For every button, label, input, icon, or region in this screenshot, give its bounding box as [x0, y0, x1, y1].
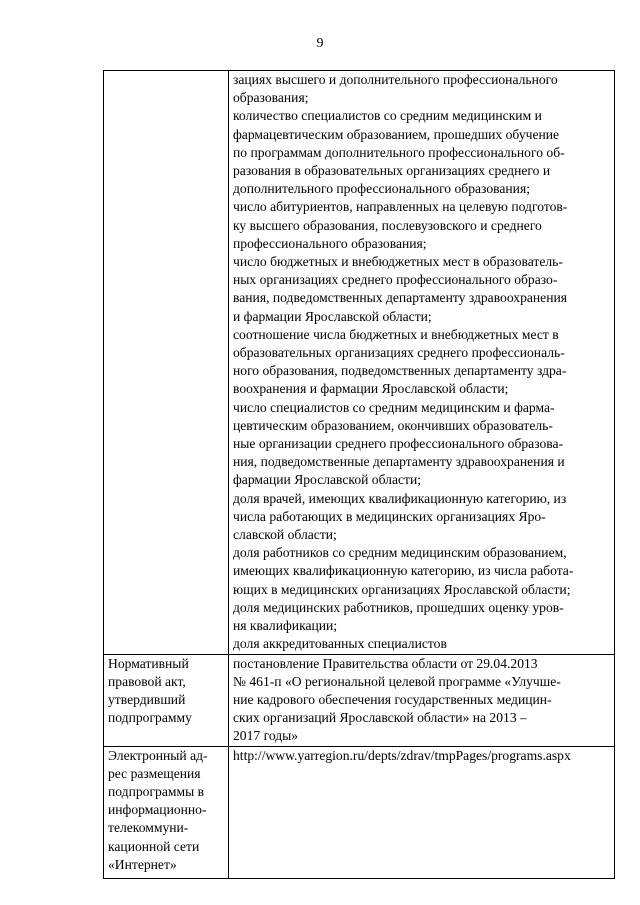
text-line: ния, подведомственные департаменту здравоохранения и	[233, 454, 565, 470]
text-line: доля медицинских работников, прошедших оценку уров-	[233, 599, 564, 615]
text-line: воохранения и фармации Ярославской области;	[233, 381, 509, 397]
label-line: рес размещения	[108, 765, 201, 781]
text-line: 2017 годы»	[233, 728, 299, 744]
text-line: фармацевтическим образованием, прошедших обучение	[233, 126, 560, 142]
text-line: http://www.yarregion.ru/depts/zdrav/tmpPages/programs.aspx	[233, 747, 571, 763]
text-line: ного образования, подведомственных департаменту здра-	[233, 363, 567, 379]
text-line: славской области;	[233, 527, 337, 543]
label-line: Нормативный	[108, 655, 189, 671]
text-line: доля аккредитованных специалистов	[233, 636, 447, 652]
text-line: ющих в медицинских организациях Ярославской области;	[233, 581, 571, 597]
text-line: зациях высшего и дополнительного профессионального	[233, 72, 558, 87]
electronic-address-label	[104, 746, 229, 878]
text-line: ных организациях среднего профессионального образо-	[233, 272, 558, 288]
label-line: Электронный ад-	[108, 747, 208, 763]
label-line: информационно-	[108, 802, 207, 818]
text-line: № 461-п «О региональной целевой программе «Улучше-	[233, 673, 561, 689]
text-line: доля врачей, имеющих квалификационную категорию, из	[233, 490, 567, 506]
text-line: постановление Правительства области от 29.04.2013	[233, 655, 538, 671]
text-line: ные организации среднего профессионального образова-	[233, 436, 564, 452]
text-line: число бюджетных и внебюджетных мест в образователь-	[233, 254, 563, 270]
text-line: образовательных организациях среднего профессиональ-	[233, 345, 565, 361]
text-line: фармации Ярославской области;	[233, 472, 422, 488]
text-line: ня квалификации;	[233, 618, 338, 634]
text-line: числа работающих в медицинских организациях Яро-	[233, 508, 546, 524]
table-row	[104, 71, 615, 655]
text-line: ку высшего образования, послевузовского и среднего	[233, 217, 542, 233]
text-line: ских организаций Ярославской области» на 2013 –	[233, 710, 527, 726]
text-line: вания, подведомственных департаменту здравоохранения	[233, 290, 568, 306]
text-line: образования;	[233, 90, 309, 106]
text-line: соотношение числа бюджетных и внебюджетных мест в	[233, 326, 559, 342]
page-number: 9	[316, 36, 324, 51]
text-line: количество специалистов со средним медицинским и	[233, 108, 542, 124]
label-line: телекоммуни-	[108, 820, 189, 836]
row-label-empty	[104, 71, 229, 655]
normative-act-value	[229, 654, 615, 746]
text-line: по программам дополнительного профессионального об-	[233, 144, 565, 160]
table-row	[104, 746, 615, 878]
text-line: число специалистов со средним медицинским и фарма-	[233, 399, 555, 415]
text-line: разования в образовательных организациях среднего и	[233, 163, 551, 179]
subprogram-passport-table	[103, 70, 615, 879]
label-line: кационной сети	[108, 838, 200, 854]
text-line: и фармации Ярославской области;	[233, 308, 432, 324]
table-row	[104, 654, 615, 746]
text-line: цевтическим образованием, окончивших образователь-	[233, 417, 553, 433]
label-line: утвердивший	[108, 691, 186, 707]
text-line: ние кадрового обеспечения государственных медицин-	[233, 691, 552, 707]
text-line: доля работников со средним медицинским образованием,	[233, 545, 567, 561]
label-line: подпрограммы в	[108, 783, 205, 799]
text-line: число абитуриентов, направленных на целевую подготов-	[233, 199, 568, 215]
text-line: имеющих квалификационную категорию, из числа работа-	[233, 563, 574, 579]
normative-act-label	[104, 654, 229, 746]
target-indicators-list	[229, 71, 615, 655]
text-line: дополнительного профессионального образования;	[233, 181, 530, 197]
text-line: профессионального образования;	[233, 235, 427, 251]
label-line: правовой акт,	[108, 673, 186, 689]
electronic-address-value[interactable]	[229, 746, 615, 878]
label-line: «Интернет»	[108, 856, 177, 872]
label-line: подпрограмму	[108, 710, 192, 726]
